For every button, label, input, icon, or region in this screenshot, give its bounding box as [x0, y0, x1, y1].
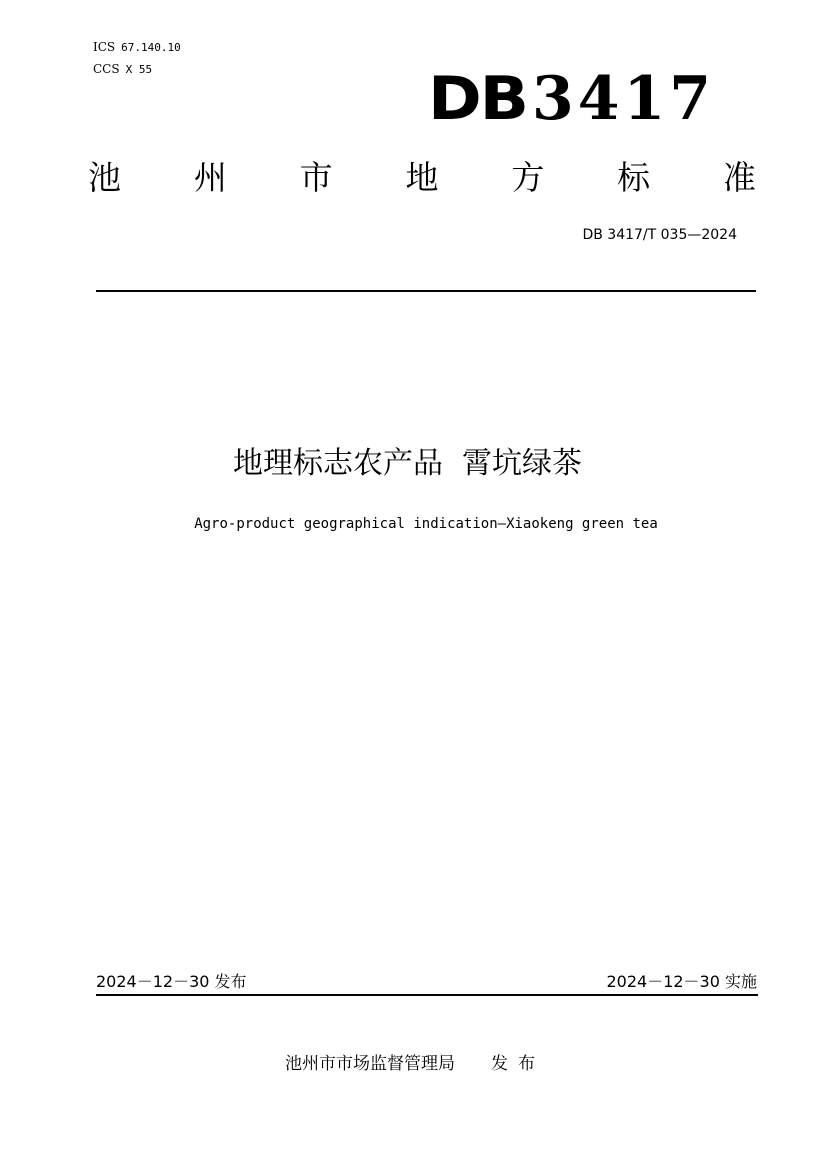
standard-type-char: 地	[405, 158, 439, 197]
issuer-action: 发布	[491, 1054, 545, 1074]
ics-label: ICS	[93, 40, 116, 54]
issuing-authority	[0, 1053, 815, 1075]
footer-divider	[96, 994, 758, 996]
standard-type-title	[88, 156, 756, 200]
ccs-code	[93, 62, 152, 77]
standard-type-char: 池	[88, 158, 121, 197]
standard-type-char: 市	[299, 158, 333, 197]
ics-value: 67.140.10	[121, 41, 181, 54]
ics-code	[93, 40, 181, 55]
standard-number: DB 3417/T 035—2024	[582, 227, 737, 243]
standard-type-char: 标	[617, 158, 651, 197]
document-title-english: Agro-product geographical indication—Xiaokeng green tea	[194, 516, 658, 532]
standard-type-char: 准	[722, 158, 756, 197]
issuer-name: 池州市市场监督管理局	[285, 1054, 455, 1074]
ccs-label: CCS	[93, 62, 120, 76]
db-logo	[428, 64, 715, 138]
implementation-date: 2024－12－30 实施	[606, 972, 757, 991]
ccs-value: X 55	[125, 63, 153, 76]
issue-date: 2024－12－30 发布	[96, 972, 247, 991]
standard-type-char: 方	[511, 158, 545, 197]
document-title-chinese: 地理标志农产品 霄坑绿茶	[232, 446, 583, 481]
standard-type-char: 州	[193, 158, 227, 197]
db-logo-prefix: DB	[428, 64, 527, 134]
header-divider	[96, 290, 756, 292]
db-logo-number: 3417	[532, 64, 715, 134]
